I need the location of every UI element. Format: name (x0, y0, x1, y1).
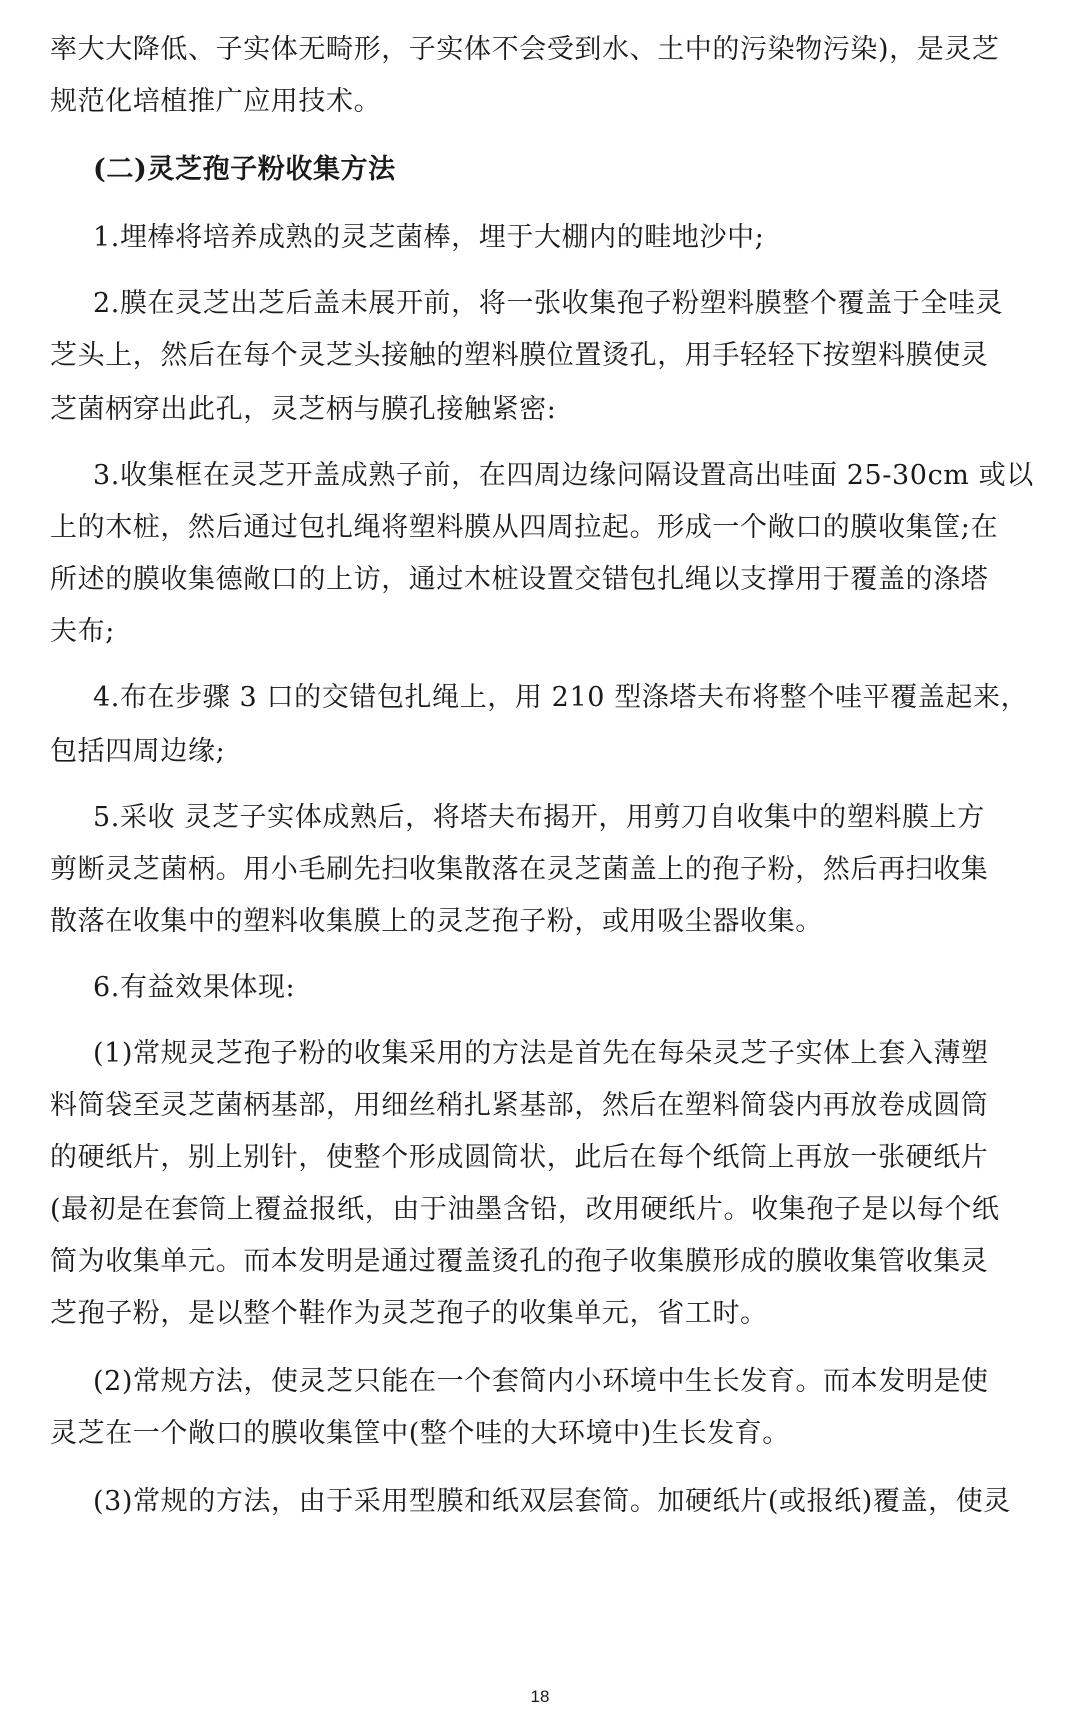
body-line: 芝头上，然后在每个灵芝头接触的塑料膜位置烫孔，用手轻轻下按塑料膜使灵 (50, 340, 989, 371)
body-line: 简为收集单元。而本发明是通过覆盖烫孔的孢子收集膜形成的膜收集管收集灵 (50, 1246, 989, 1277)
benefit-3-line: (3)常规的方法，由于采用型膜和纸双层套简。加硬纸片(或报纸)覆盖，使灵 (93, 1486, 1011, 1517)
benefit-1-line: (1)常规灵芝孢子粉的收集采用的方法是首先在每朵灵芝子实体上套入薄塑 (93, 1038, 989, 1069)
body-line: 芝菌柄穿出此孔，灵芝柄与膜孔接触紧密: (50, 394, 557, 425)
body-line: 包括四周边缘; (50, 736, 226, 767)
body-line: 剪断灵芝菌柄。用小毛刷先扫收集散落在灵芝菌盖上的孢子粉，然后再扫收集 (50, 854, 989, 885)
body-line: 芝孢子粉，是以整个鞋作为灵芝孢子的收集单元，省工时。 (50, 1298, 768, 1329)
step-4-line: 4.布在步骤 3 口的交错包扎绳上，用 210 型涤塔夫布将整个哇平覆盖起来， (93, 682, 1029, 713)
step-1-line: 1.埋棒将培养成熟的灵芝菌棒，埋于大棚内的畦地沙中; (93, 222, 765, 253)
body-line: 率大大降低、子实体无畸形，子实体不会受到水、土中的污染物污染)，是灵芝 (50, 34, 1000, 65)
body-line: 所述的膜收集德敞口的上访，通过木桩设置交错包扎绳以支撑用于覆盖的涤塔 (50, 564, 989, 595)
body-line: 散落在收集中的塑料收集膜上的灵芝孢子粉，或用吸尘器收集。 (50, 906, 823, 937)
body-line: 料简袋至灵芝菌柄基部，用细丝稍扎紧基部，然后在塑料简袋内再放卷成圆筒 (50, 1090, 989, 1121)
body-line: 夫布; (50, 616, 115, 647)
step-6-line: 6.有益效果体现: (93, 972, 296, 1003)
body-line: 灵芝在一个敞口的膜收集筐中(整个哇的大环境中)生长发育。 (50, 1418, 790, 1449)
step-5-line: 5.采收 灵芝子实体成熟后，将塔夫布揭开，用剪刀自收集中的塑料膜上方 (93, 802, 985, 833)
step-2-line: 2.膜在灵芝出芝后盖未展开前，将一张收集孢子粉塑料膜整个覆盖于全哇灵 (93, 288, 1004, 319)
body-line: (最初是在套筒上覆益报纸，由于油墨含铅，改用硬纸片。收集孢子是以每个纸 (50, 1194, 1000, 1225)
step-3-line: 3.收集框在灵芝开盖成熟子前，在四周边缘问隔设置高出哇面 25-30cm 或以 (93, 460, 1034, 491)
section-heading: (二)灵芝孢子粉收集方法 (93, 154, 396, 185)
body-line: 的硬纸片，别上别针，使整个形成圆筒状，此后在每个纸筒上再放一张硬纸片 (50, 1142, 989, 1173)
page-number: 18 (530, 1687, 550, 1706)
body-line: 上的木桩，然后通过包扎绳将塑料膜从四周拉起。形成一个敞口的膜收集筐;在 (50, 512, 999, 543)
benefit-2-line: (2)常规方法，使灵芝只能在一个套简内小环境中生长发育。而本发明是使 (93, 1366, 989, 1397)
body-line: 规范化培植推广应用技术。 (50, 86, 382, 117)
